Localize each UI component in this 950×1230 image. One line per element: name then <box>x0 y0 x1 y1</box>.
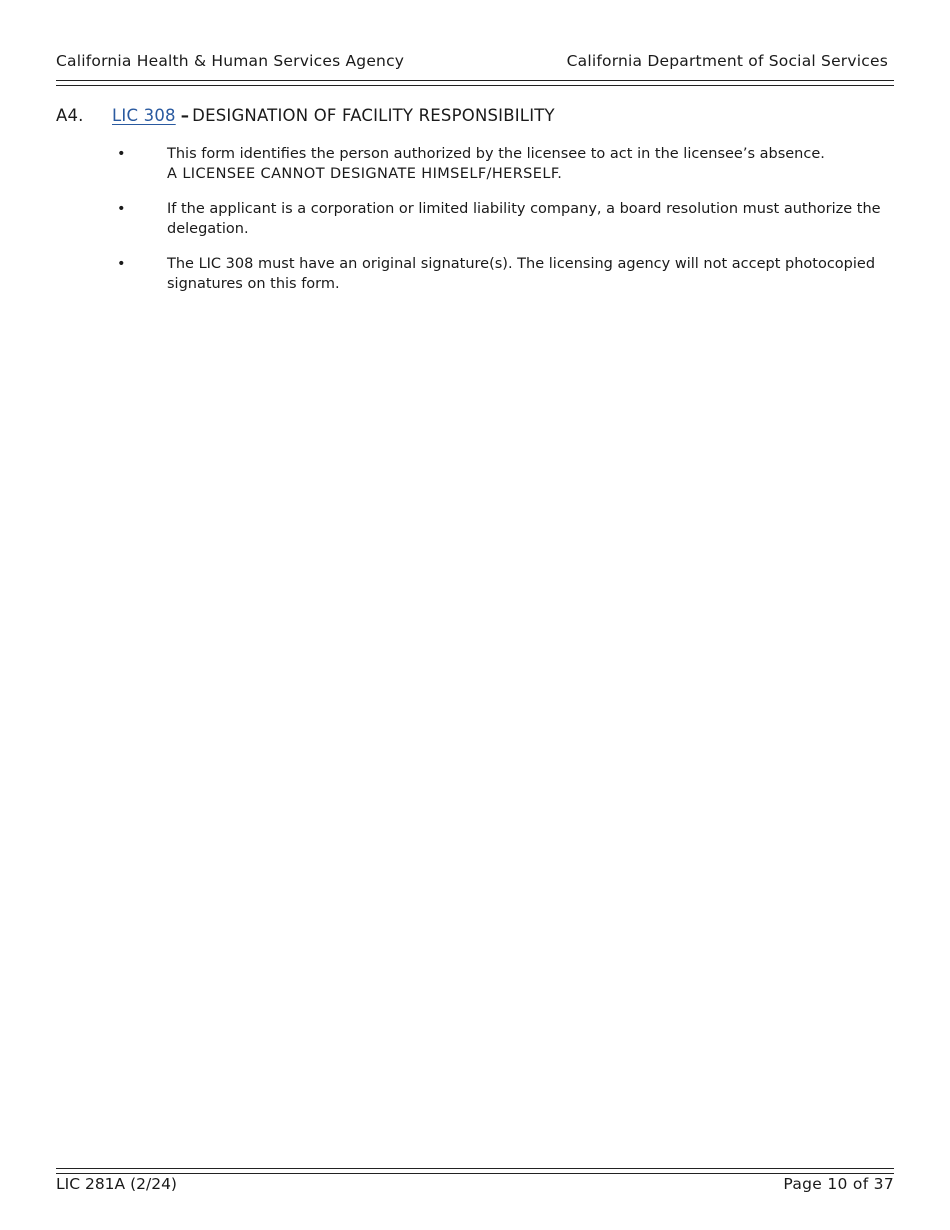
section-a4 <box>56 106 894 309</box>
header-agency: California Health & Human Services Agency <box>56 52 405 70</box>
bullet-text: The LIC 308 must have an original signature(s). The licensing agency will not accept photocopied signatures on this form. <box>167 256 876 292</box>
header-divider <box>56 80 894 86</box>
footer-form-id: LIC 281A (2/24) <box>56 1175 177 1193</box>
footer-divider <box>56 1168 894 1174</box>
section-heading <box>56 106 894 130</box>
bullet-icon: • <box>117 256 126 272</box>
section-title <box>112 106 555 125</box>
bullet-text: This form identifies the person authorized by the licensee to act in the licensee’s absence. <box>167 146 825 162</box>
section-title-text: DESIGNATION OF FACILITY RESPONSIBILITY <box>192 106 555 125</box>
list-item <box>56 144 894 184</box>
list-item <box>56 199 894 239</box>
title-dash: – <box>180 106 190 125</box>
header-department: California Department of Social Services <box>566 52 888 70</box>
bullet-text: If the applicant is a corporation or limited liability company, a board resolution must authorize the delegation. <box>167 201 881 237</box>
lic-308-link[interactable]: LIC 308 <box>112 106 176 125</box>
section-number: A4. <box>56 106 84 125</box>
bullet-icon: • <box>117 146 126 162</box>
footer-page-number: Page 10 of 37 <box>783 1175 894 1193</box>
bullet-list <box>56 144 894 294</box>
page-header <box>56 52 894 74</box>
bullet-emphasis: A LICENSEE CANNOT DESIGNATE HIMSELF/HERSELF. <box>167 166 563 182</box>
list-item <box>56 254 894 294</box>
page-footer <box>56 1175 894 1197</box>
bullet-icon: • <box>117 201 126 217</box>
